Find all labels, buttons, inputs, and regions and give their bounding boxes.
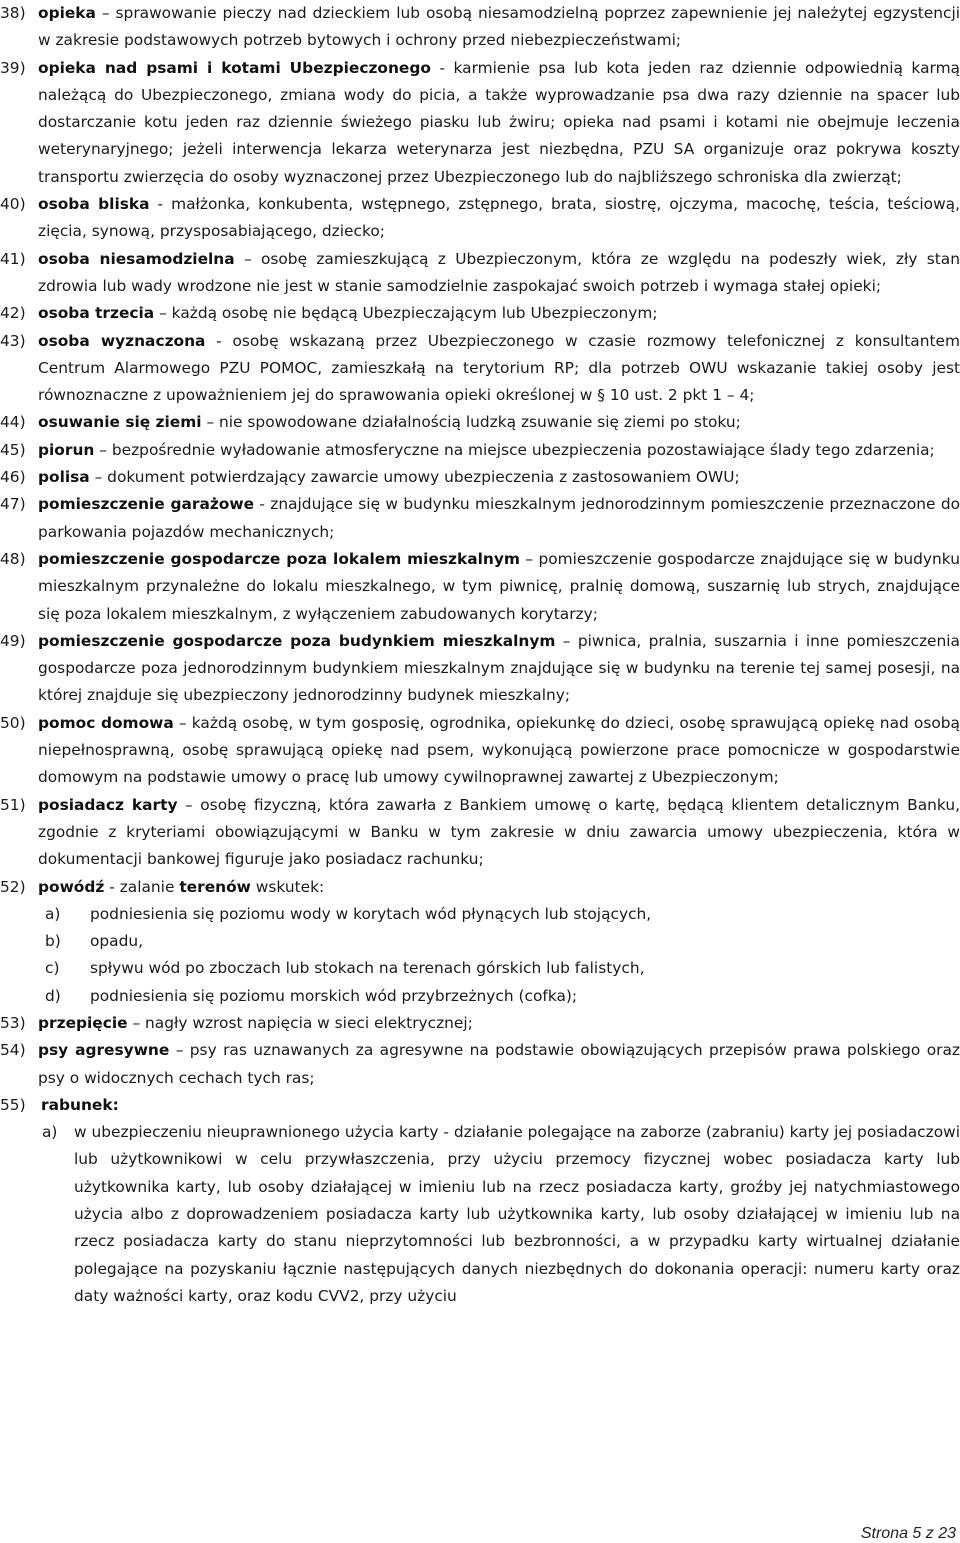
definition-number: 49) — [0, 631, 26, 650]
list-item-text: opadu, — [90, 932, 144, 951]
definition-number: 52) — [0, 877, 26, 896]
list-item-text: podniesienia się poziomu morskich wód przybrzeżnych (cofka); — [90, 986, 578, 1005]
definition-text: - małżonka, konkubenta, wstępnego, zstępnego, brata, siostrę, ojczyma, macochę, teścia, teściową, zięcia, synową, przysposabiającego, dziecko; — [38, 195, 960, 241]
definition-item — [0, 464, 960, 491]
list-item-letter: a) — [45, 904, 61, 923]
definition-text: – dokument potwierdzający zawarcie umowy ubezpieczenia z zastosowaniem OWU; — [89, 468, 740, 487]
definition-term: posiadacz karty — [38, 795, 178, 814]
list-item-text: podniesienia się poziomu wody w korytach wód płynących lub stojących, — [90, 904, 652, 923]
list-item — [0, 1119, 960, 1310]
definition-item — [0, 328, 960, 410]
list-item-text: spływu wód po zboczach lub stokach na terenach górskich lub falistych, — [90, 959, 645, 978]
definition-item — [0, 1010, 960, 1037]
definition-text: – pomieszczenie gospodarcze znajdujące się w budynku mieszkalnym przynależne do lokalu mieszkalnego, w tym piwnicę, pralnię domową, suszarnię lub strych, znajdujące się poza lokalem mieszkalnym, z wyłączeniem zabudowanych korytarzy; — [38, 549, 960, 623]
definition-text: – osobę zamieszkującą z Ubezpieczonym, która ze względu na podeszły wiek, zły stan zdrowia lub wady wrodzone nie jest w stanie samodzielnie zaspokajać swoich potrzeb i wymaga stałej opieki; — [38, 249, 960, 295]
definition-number: 50) — [0, 713, 26, 732]
definition-number: 51) — [0, 795, 26, 814]
definition-term: przepięcie — [38, 1013, 128, 1032]
definition-item — [0, 546, 960, 628]
definition-text: – osobę fizyczną, która zawarła z Bankiem umowę o kartę, będącą klientem detalicznym Banku, zgodnie z kryteriami obowiązującymi w Banku w tym zakresie w dniu zawarcia umowy ubezpieczenia, która w dokumentacji bankowej figuruje jako posiadacz rachunku; — [38, 795, 960, 869]
list-item — [0, 983, 960, 1010]
definition-term: osuwanie się ziemi — [38, 413, 202, 432]
definition-text: – nagły wzrost napięcia w sieci elektrycznej; — [127, 1013, 473, 1032]
definition-item — [0, 437, 960, 464]
list-item-letter: a) — [42, 1123, 58, 1142]
definition-item — [0, 1037, 960, 1092]
definition-term: rabunek: — [41, 1095, 119, 1114]
definition-number: 46) — [0, 468, 26, 487]
definition-item — [0, 628, 960, 710]
definition-item — [0, 792, 960, 874]
definition-text: – każdą osobę nie będącą Ubezpieczającym lub Ubezpieczonym; — [154, 304, 658, 323]
definition-term: osoba wyznaczona — [38, 331, 206, 350]
definition-number: 43) — [0, 331, 26, 350]
definition-item — [0, 246, 960, 301]
definition-text-end: wskutek: — [250, 877, 325, 896]
definition-term: opieka — [38, 4, 96, 22]
definition-term: powódź — [38, 877, 105, 896]
definition-text: – każdą osobę, w tym gosposię, ogrodnika, opiekunkę do dzieci, osobę sprawującą opiekę nad osobą niepełnosprawną, osobę sprawującą opiekę nad psem, wykonującą powierzone prace pomocnicze w gospodarstwie domowym na podstawie umowy o pracę lub umowy cywilnoprawnej zawartej z Ubezpieczonym; — [38, 713, 960, 787]
definition-number: 53) — [0, 1013, 26, 1032]
page-number: Strona 5 z 23 — [860, 1525, 956, 1542]
list-item-letter: b) — [45, 932, 61, 951]
definition-text: – bezpośrednie wyładowanie atmosferyczne na miejsce ubezpieczenia pozostawiające ślady tego zdarzenia; — [94, 440, 935, 459]
definition-item — [0, 491, 960, 546]
definition-text: – piwnica, pralnia, suszarnia i inne pomieszczenia gospodarcze poza jednorodzinnym budynkiem mieszkalnym znajdujące się w budynku na terenie tej samej posesji, na której znajduje się ubezpieczony jednorodzinny budynek mieszkalny; — [38, 631, 960, 705]
definition-number: 55) — [0, 1095, 26, 1114]
rabunek-sublist — [0, 1119, 960, 1310]
definition-item — [0, 0, 960, 55]
definition-number: 40) — [0, 195, 26, 214]
definition-number: 54) — [0, 1041, 26, 1060]
definition-number: 41) — [0, 249, 26, 268]
list-item-text: w ubezpieczeniu nieuprawnionego użycia karty - działanie polegające na zaborze (zabraniu) karty jej posiadaczowi lub użytkownikowi w celu przywłaszczenia, przy użyciu przemocy fizycznej wobec posiadacza karty lub użytkownika karty, lub osoby działającej w imieniu lub na rzecz posiadacza karty, groźby jej natychmiastowego użycia albo z doprowadzeniem posiadacza karty lub użytkownika karty, lub osoby działającej w imieniu lub na rzecz posiadacza karty do stanu nieprzytomności lub bezbronności, a w przypadku karty wirtualnej działanie polegające na pozyskaniu łącznie następujących danych niezbędnych do dokonania operacji: numeru karty oraz daty ważności karty, oraz kodu CVV2, przy użyciu — [74, 1123, 960, 1305]
definition-term: osoba trzecia — [38, 304, 155, 323]
definition-term: pomieszczenie gospodarcze poza lokalem mieszkalnym — [38, 549, 520, 568]
definition-text: – sprawowanie pieczy nad dzieckiem lub osobą niesamodzielną poprzez zapewnienie jej należytej egzystencji w zakresie podstawowych potrzeb bytowych i ochrony przed niebezpieczeństwami; — [38, 4, 960, 50]
list-item-letter: d) — [45, 986, 61, 1005]
definition-item — [0, 191, 960, 246]
definition-term-secondary: terenów — [179, 877, 251, 896]
definition-number: 39) — [0, 58, 26, 77]
list-item — [0, 901, 960, 928]
definition-text: - osobę wskazaną przez Ubezpieczonego w czasie rozmowy telefonicznej z konsultantem Centrum Alarmowego PZU POMOC, zamieszkałą na terytorium RP; dla potrzeb OWU wskazanie takiej osoby jest równoznaczne z upoważnieniem jej do sprawowania opieki określonej w § 10 ust. 2 pkt 1 – 4; — [38, 331, 960, 405]
definition-term: osoba niesamodzielna — [38, 249, 235, 268]
definition-number: 44) — [0, 413, 26, 432]
definition-text: - karmienie psa lub kota jeden raz dziennie odpowiednią karmą należącą do Ubezpieczonego, zmiana wody do picia, a także wyprowadzanie psa dwa razy dziennie na spacer lub dostarczanie kotu jeden raz dziennie świeżego piasku lub żwiru; opieka nad psami i kotami nie obejmuje leczenia weterynaryjnego; jeżeli interwencja lekarza weterynarza jest niezbędna, PZU SA organizuje oraz pokrywa koszty transportu zwierzęcia do osoby wyznaczonej przez Ubezpieczonego lub do najbliższego schroniska dla zwierząt; — [38, 58, 960, 186]
definition-number: 45) — [0, 440, 26, 459]
definition-term: piorun — [38, 440, 95, 459]
definition-number: 42) — [0, 304, 26, 323]
definition-term: pomoc domowa — [38, 713, 174, 732]
definition-text: - zalanie — [104, 877, 180, 896]
definition-number: 47) — [0, 495, 26, 514]
list-item-letter: c) — [45, 959, 60, 978]
definition-term: psy agresywne — [38, 1041, 170, 1060]
definition-term: pomieszczenie gospodarcze poza budynkiem mieszkalnym — [38, 631, 556, 650]
definition-text: – psy ras uznawanych za agresywne na podstawie obowiązujących przepisów prawa polskiego oraz psy o widocznych cechach tych ras; — [38, 1041, 960, 1087]
definition-powodz — [0, 874, 960, 901]
definition-text: - znajdujące się w budynku mieszkalnym jednorodzinnym pomieszczenie przeznaczone do parkowania pojazdów mechanicznych; — [38, 495, 960, 541]
definitions-list-continued — [0, 1010, 960, 1092]
definition-number: 48) — [0, 549, 26, 568]
list-item — [0, 955, 960, 982]
definition-item — [0, 300, 960, 327]
definition-term: polisa — [38, 468, 90, 487]
definition-term: pomieszczenie garażowe — [38, 495, 255, 514]
definition-item — [0, 55, 960, 191]
definition-term: opieka nad psami i kotami Ubezpieczonego — [38, 58, 431, 77]
list-item — [0, 928, 960, 955]
definition-term: osoba bliska — [38, 195, 150, 214]
definition-item — [0, 710, 960, 792]
definition-number: 38) — [0, 4, 26, 22]
definition-rabunek — [0, 1092, 960, 1119]
definition-text: – nie spowodowane działalnością ludzką zsuwanie się ziemi po stoku; — [201, 413, 741, 432]
definition-item — [0, 409, 960, 436]
powodz-sublist — [0, 901, 960, 1010]
